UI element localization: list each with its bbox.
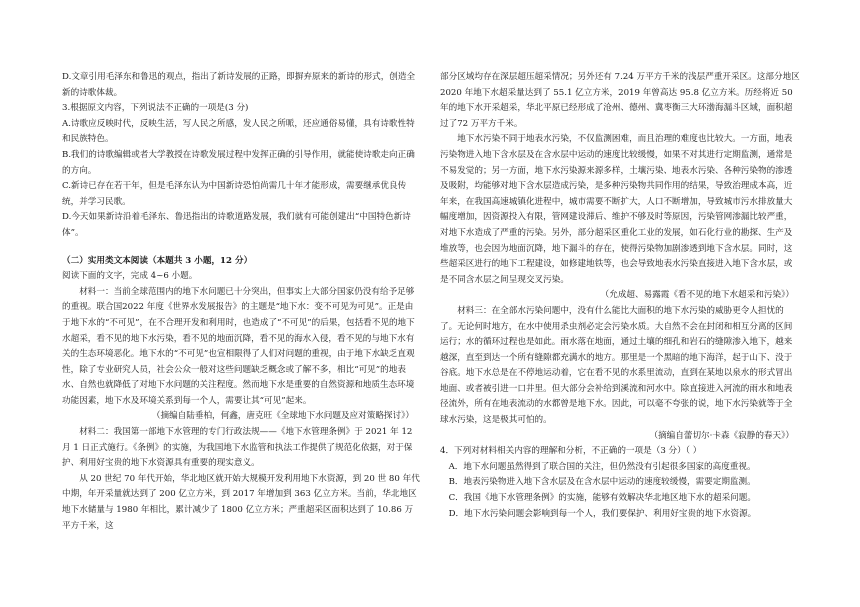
material-2-source: （允成超、易露霞《看不见的地下水超采和污染》） [600,290,794,301]
q4-stem: 4．下列对材料相关内容的理解和分析，不正确的一项是（3 分）（ ） [440,446,702,457]
material-2: 材料二：我国第一部地下水管理的专门行政法规——《地下水管理条例》于 2021 年 12 月 1 日正式施行。《条例》的实施，为我国地下水监管和执法工作提供了规范化依据，对于保护、利用好宝贵的地下水资源具有重要的现实意义。 [62,427,413,469]
q2-option-d: D.文章引用毛泽东和鲁迅的观点，指出了新诗发展的正路，即摒弃原来的新诗的形式，创造全新的诗歌体裁。 [62,72,416,98]
material-3: 材料三：在全部水污染问题中，没有什么能比大面积的地下水污染的威胁更令人担忧的了。无论何时地方，在水中使用杀虫剂必定会污染水质。大自然不会在封闭和相互分离的区间运行；水的循环过程也是如此。雨水落在地面，通过土壤的细孔和岩石的缝隙渗入地下，越来越深，直至到达一个所有缝隙都充满水的地方。那里是一个黑暗的地下海洋，起于山下、没于谷底。地下水总是在不停地运动着，它在看不见的水系里流动，直到在某地以泉水的形式冒出地面、或者被引进一口井里。但大部分会补给到溪流和河水中。除直接进入河流的雨水和地表径流外，所有在地表流动的水都曾是地下水。因此，可以毫不夸张的说，地下水污染就等于全球水污染，这是极其可怕的。 [440,305,793,426]
right-column [440,70,800,522]
q3-option-d: D.今天如果新诗沿着毛泽东、鲁迅指出的诗歌道路发展，我们就有可能创建出“中国特色新诗体”。 [62,212,411,238]
material-1: 材料一：当前全球范围内的地下水问题已十分突出，但事实上大部分国家仍没有给予足够的重视。联合国2022 年度《世界水发展报告》的主题是“地下水：变不可见为可见”。正是由于地下水的“不可见”，在不合理开发和利用时，也造成了“不可见”的后果，包括看不见的地下水超采，看不见的地下水污染，看不见的地面沉降，看不见的海水入侵，看不见的与地下水有关的生态环境恶化。地下水的“不可见”也宣相限得了人们对问题的重视，由于地下水缺乏直观性，除了专业研究人员，社会公众一般对这些问题缺乏概念或了解不多，相比“可见”的地表水、自然也就降低了对地下水问题的关注程度。然而地下水是重要的自然资源和地质生态环境功能因素，地下水及环境关系到每一个人，需要让其“可见”起来。 [62,286,415,406]
material-3-source: （摘编自蕾切尔·卡森《寂静的春天》） [649,430,794,441]
material-1-source: （摘编自陆垂柏，何鑫，唐克旺《全球地下水问题及应对策略探讨》） [151,411,414,422]
material-2-tail: 部分区域均存在深层超压超采情况；另外还有 7.24 万平方千米的浅层严重开采区。这部分地区2020 年地下水超采量达到了 55.1 亿立方米，2019 年曾高达 95.8 亿立方米。历经将近 50 年的地下水开采超采，华北平原已经形成了沧州、德州、冀枣衡三大环渤海漏斗区域，面积超过了72 万平方千米。 [440,72,800,129]
q3-option-b: B.我们的诗歌编辑或者大学教授在诗歌发展过程中发挥正确的引导作用，就能使诗歌走向正确的方向。 [62,149,415,176]
q4-option-d: D．地下水污染问题会影响到每一个人，我们要保护、利用好宝贵的地下水资源。 [448,508,757,519]
q3-option-c: C.新诗已存在若干年，但是毛泽东认为中国新诗恐怕尚需几十年才能形成，需要继承优良传统，并学习民歌。 [62,181,407,207]
material-2-continued: 从 20 世纪 70 年代开始，华北地区就开始大规模开发利用地下水资源，到 20 世 80 年代中期，年开采量就达到了 200 亿立方米，到 2017 年增加到 363 亿立方米。当前，华北地区地下水储量与 1980 年相比，累计减少了 1800 亿立方米；严重超采区面积达到了 10.86 万平方千米，这 [62,473,420,531]
q3-stem: 3.根据原文内容，下列说法不正确的一项是(3 分) [62,103,249,114]
material-2-pollution: 地下水污染不同于地表水污染，不仅监测困难，而且治理的难度也比较大。一方面，地表污染物进入地下含水层及在含水层中运动的速度比较缓慢，如果不对其进行定期监测，通常是不易发觉的；另一方面，地下水污染源来源多样，土壤污染、地表水污染、各种污染物的渗透及吸附，均能够对地下含水层造成污染，是多种污染物共同作用的结果，导致治理成本高，近年来，在我国高速城镇化进程中，城市需要不断扩大，人口不断增加，导致城市污水排放量大幅度增加，因资源投入有限，管网建设滞后、维护不够及时等原因，污染管网渗漏比较严重，对地下水造成了严重的污染。另外，部分超采区重化工业的发展，如石化行业的勘探、生产及堆放等，也会因为地面沉降，地下漏斗的存在，使得污染物加剧渗透到地下含水层。同时，这些超采区进行的地下工程建设，如修建地铁等，也会导致地表水污染直接进入地下含水层，或是不同含水层之间呈现交叉污染。 [440,134,793,285]
left-column [62,70,420,534]
q3-option-a: A.诗歌应反映时代，反映生活，写人民之所感，发人民之所哌，还应通俗易懂，具有诗歌性特和民族特色。 [62,118,415,145]
section-title: （二）实用类文本阅读（本题共 3 小题，12 分） [62,255,253,266]
q4-option-c: C．我国《地下水管理条例》的实施，能够有效解决华北地区地下水的超采问题。 [448,493,756,504]
instruction: 阅读下面的文字，完成 4~6 小题。 [62,271,198,282]
q4-option-b: B．地表污染物进入地下含水层及在含水层中运动的速度较缓慢，需要定期监测。 [448,477,756,488]
q4-option-a: A．地下水问题虽然得到了联合国的关注，但仍然没有引起很多国家的高度重视。 [448,461,756,472]
